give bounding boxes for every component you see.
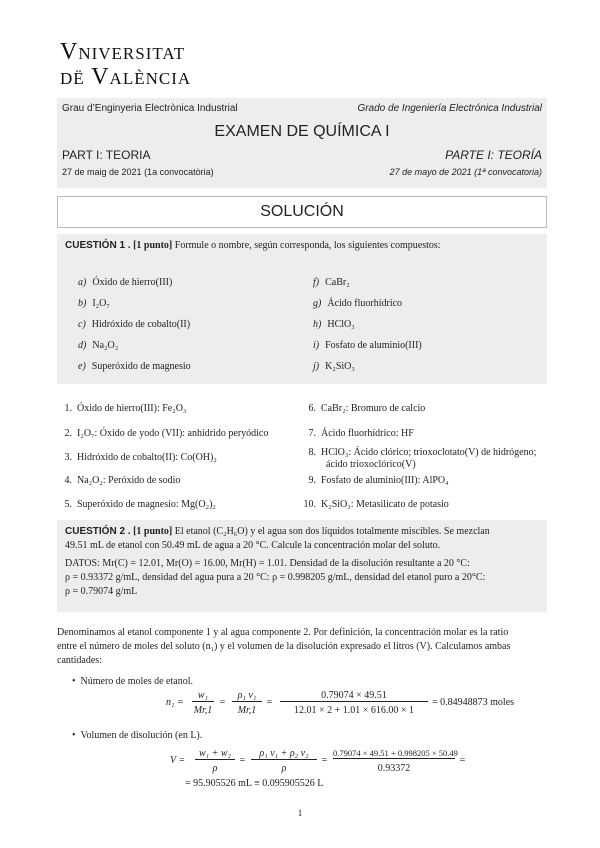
q1-item-letter: a) [78,277,87,288]
eq2-result: = 95.905526 mL ≡ 0.095905526 L [185,778,324,789]
answer-text: I₂O₇: Óxido de yodo (VII): anhídrido peryódico [77,428,269,439]
eq1-eq-a: = [219,697,226,708]
answer-text: Ácido fluorhídrico: HF [321,428,414,439]
q1-item-text: Superóxido de magnesio [91,361,191,372]
answer-number: 9. [308,475,316,486]
answer-number: 1. [64,403,72,414]
answer-text: Hidróxido de cobalto(II): Co(OH)₂ [77,452,217,463]
q2-datos-3: ρ = 0.79074 g/mL [65,586,138,597]
question-2-statement [65,526,545,537]
q1-item [313,361,355,372]
eq1-frac3-den: 12.01 × 2 + 1.01 × 616.00 × 1 [293,705,415,716]
answer-item [58,403,186,414]
answer-item [58,499,216,510]
q1-item [78,277,172,288]
eq2-frac2-den: ρ [281,763,287,774]
answer-text: Fosfato de aluminio(III): AlPO₄ [321,475,449,486]
eq2-eq-c: = [459,755,466,766]
answer-number: 3. [64,452,72,463]
question-1-statement [65,240,441,251]
page-number: 1 [297,808,303,818]
logo-line-2: dë València [60,64,192,90]
q1-item-letter: i) [313,340,320,351]
eq1-frac2-num: ρ₁ v₁ [232,690,262,702]
q2-text-1: El etanol (C₂H₆O) y el agua son dos líquidos totalmente miscibles. Se mezclan [174,526,490,537]
q1-item-letter: d) [78,340,87,351]
answer-text: K₂SiO₃: Metasilicato de potasio [321,499,449,510]
eq2-eq-a: = [239,755,246,766]
degree-es: Grado de Ingeniería Electrónica Industrial [357,103,542,114]
logo-line-1: Vniversitat [60,39,186,65]
body-para-3: cantidades: [57,655,102,666]
q1-text: Formule o nombre, según corresponda, los siguientes compuestos: [174,240,441,251]
q1-item-letter: c) [78,319,86,330]
exam-title: EXAMEN DE QUÍMICA I [214,123,390,140]
bullet-dot: • [72,730,81,741]
eq2-frac1-num: w₁ + w₂ [195,748,235,760]
answer-text: CaBr₂: Bromuro de calcio [321,403,426,414]
q1-item-text: Ácido fluorhídrico [327,298,403,309]
answer-number: 6. [308,403,316,414]
eq1-frac1-den: Mr,1 [193,705,213,716]
answer-text: HClO₃: Ácido clórico; trioxoclotato(V) de hidrógeno; [321,447,537,458]
answer-number: 8. [308,447,316,458]
answer-number: 7. [308,428,316,439]
answer-item [58,452,217,463]
body-para-2: entre el número de moles del soluto (n₁) y el volumen de la disolución expresado el litros (V). Calculamos ambas [57,641,511,652]
date-ca: 27 de maig de 2021 (1a convocatòria) [62,167,214,177]
q1-label: CUESTIÓN 1 . [65,240,131,251]
eq2-frac3-den: 0.93372 [377,763,411,774]
q2-text-2: 49.51 mL de etanol con 50.49 mL de agua a 20 °C. Calcule la concentración molar del soluto. [65,540,441,551]
answer-text: Superóxido de magnesio: Mg(O₂)₂ [77,499,216,510]
eq2-lhs: V = [170,755,186,766]
q1-item-text: CaBr₂ [325,277,350,288]
bullet-2-text: Volumen de disolución (en L). [80,730,203,741]
q1-item-text: Fosfato de aluminio(III) [325,340,422,351]
university-logo [60,40,191,90]
eq1-result: = 0.84948873 moles [432,697,515,708]
bullet-dot: • [72,676,81,687]
answer-number: 10. [303,499,316,510]
q1-item-text: K₂SiO₃ [325,361,355,372]
eq2-frac3-num: 0.79074 × 49.51 + 0.998205 × 50.49 [333,748,458,758]
q2-label: CUESTIÓN 2 . [65,526,131,537]
bullet-1 [72,676,193,687]
q1-item [78,298,110,309]
answer-text: Óxido de hierro(III): Fe₂O₃ [77,403,187,414]
part-ca: PART I: TEORIA [62,148,151,162]
answer-8-continuation: ácido trioxoclórico(V) [326,459,416,470]
eq1-eq-b: = [266,697,273,708]
q1-item-letter: f) [313,277,320,288]
answer-number: 2. [64,428,72,439]
answer-item [302,403,425,414]
q1-item-text: Na₂O₂ [92,340,119,351]
answer-item [302,428,414,439]
q1-item [78,319,190,330]
eq1-frac3-num: 0.79074 × 49.51 [280,690,428,702]
q1-item [313,277,350,288]
q1-item-letter: h) [313,319,322,330]
answer-item [58,475,180,486]
eq2-frac1-den: ρ [212,763,218,774]
q2-datos-2: ρ = 0.93372 g/mL, densidad del agua pura a 20 °C: ρ = 0.998205 g/mL, densidad del etanol puro a 20°C: [65,572,486,583]
bullet-2 [72,730,202,741]
q1-item-letter: e) [78,361,86,372]
answer-number: 4. [64,475,72,486]
eq1-frac1-num: w₁ [192,690,214,702]
q1-item-text: Óxido de hierro(III) [92,277,173,288]
bullet-1-text: Número de moles de etanol. [80,676,193,687]
answer-item [302,499,449,510]
answer-item [58,428,268,439]
answer-number: 5. [64,499,72,510]
q2-datos-1: DATOS: Mr(C) = 12.01, Mr(O) = 16.00, Mr(H) = 1.01. Densidad de la disolución resultante a 20 °C: [65,558,470,569]
q1-item-letter: g) [313,298,322,309]
q1-item-letter: b) [78,298,87,309]
q1-item [313,319,355,330]
eq1-frac2-den: Mr,1 [237,705,257,716]
body-para-1: Denominamos al etanol componente 1 y al agua componente 2. Por definición, la concentración molar es la ratio [57,627,509,638]
q1-item [78,340,118,351]
date-es: 27 de mayo de 2021 (1ª convocatoria) [389,167,542,177]
q1-item-text: I₂O₇ [92,298,110,309]
q2-points: [1 punto] [133,526,173,537]
q1-item [78,361,191,372]
eq2-frac2-num: ρ₁ v₁ + ρ₂ v₂ [251,748,317,760]
solution-title: SOLUCIÓN [57,196,547,228]
eq1-lhs: n₁ = [166,697,184,708]
q1-item-text: Hidróxido de cobalto(II) [91,319,191,330]
answer-item [302,447,536,458]
answer-item [302,475,449,486]
q1-item [313,340,422,351]
answer-text: Na₂O₂: Peróxido de sodio [77,475,181,486]
part-es: PARTE I: TEORÍA [445,148,542,162]
degree-ca: Grau d’Enginyeria Electrònica Industrial [62,103,238,114]
eq2-eq-b: = [321,755,328,766]
q1-item [313,298,402,309]
q1-item-text: HClO₃ [327,319,355,330]
q1-points: [1 punto] [133,240,173,251]
q1-item-letter: j) [313,361,320,372]
